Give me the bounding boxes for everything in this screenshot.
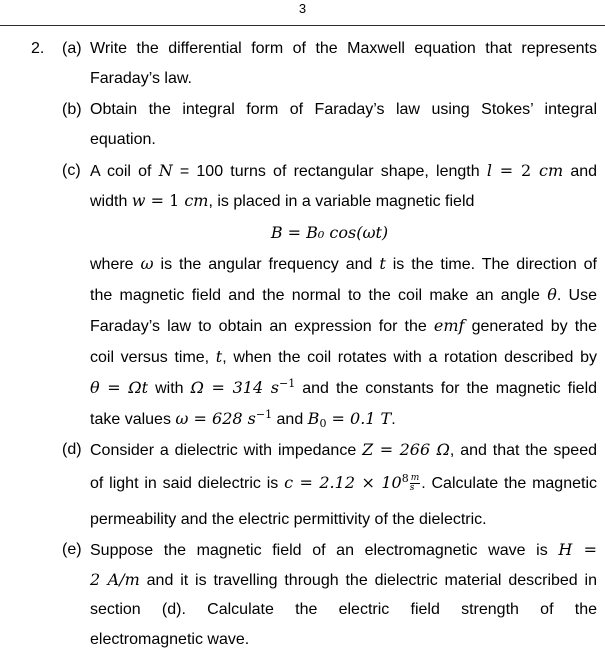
part-d-label: (d) [62,441,82,458]
part-e-line-1: Suppose the magnetic field of an electromagnetic wave is H = [90,540,597,559]
part-c-line-4: the magnetic field and the normal to the coil make an angle θ. Use [90,285,598,304]
part-e-label: (e) [62,541,82,558]
part-e-line-3: section (d). Calculate the electric field strength of the [90,601,597,618]
part-e-line-4: electromagnetic wave. [90,631,250,648]
part-c-line-7: θ = Ωt with Ω = 314 $s^{-1}$ and the constants for the magnetic field [90,377,598,397]
page-number: 3 [298,1,307,16]
question-number: 2. [31,40,45,57]
part-b-line-1: Obtain the integral form of Faraday’s law using Stokes’ integral [90,101,597,118]
part-d-line-3: permeability and the electric permittivity of the dielectric. [90,511,487,528]
part-a-line-1: Write the differential form of the Maxwell equation that represents [90,40,597,57]
part-c-line-3: where ω is the angular frequency and t is the time. The direction of [90,254,598,273]
part-a-label: (a) [62,40,82,57]
part-a-line-2: Faraday’s law. [90,70,192,87]
part-c-line-6: coil versus time, t, when the coil rotates with a rotation described by [90,347,598,366]
magnetic-field-formula: B = B₀ cos(ωt) [270,223,389,242]
part-c-line-8: take values ω = 628 $s^{-1}$ and $B_0 = 0.1$ T. [90,408,396,430]
part-e-line-2: 2 A/m and it is travelling through the dielectric material described in [90,570,597,589]
header-divider [0,25,605,26]
part-c-label: (c) [62,162,81,179]
part-c-line-2: width w = 1 cm, is placed in a variable magnetic field [90,191,475,210]
part-c-line-1: A coil of N = 100 turns of rectangular shape, length l = 2 cm and [90,161,598,180]
part-d-line-1: Consider a dielectric with impedance Z = 266 Ω, and that the speed [90,440,597,459]
part-b-line-2: equation. [90,131,156,148]
part-c-line-5: Faraday’s law to obtain an expression for the emf generated by the [90,316,597,335]
speed-unit-fraction: $\frac{m}{s}$ [409,473,420,494]
part-b-label: (b) [62,101,82,118]
part-d-line-2: of light in said dielectric is $c = 2.12 \times 10^8$ $\frac{m}{s}$ . Calculate the magnetic [90,472,597,494]
